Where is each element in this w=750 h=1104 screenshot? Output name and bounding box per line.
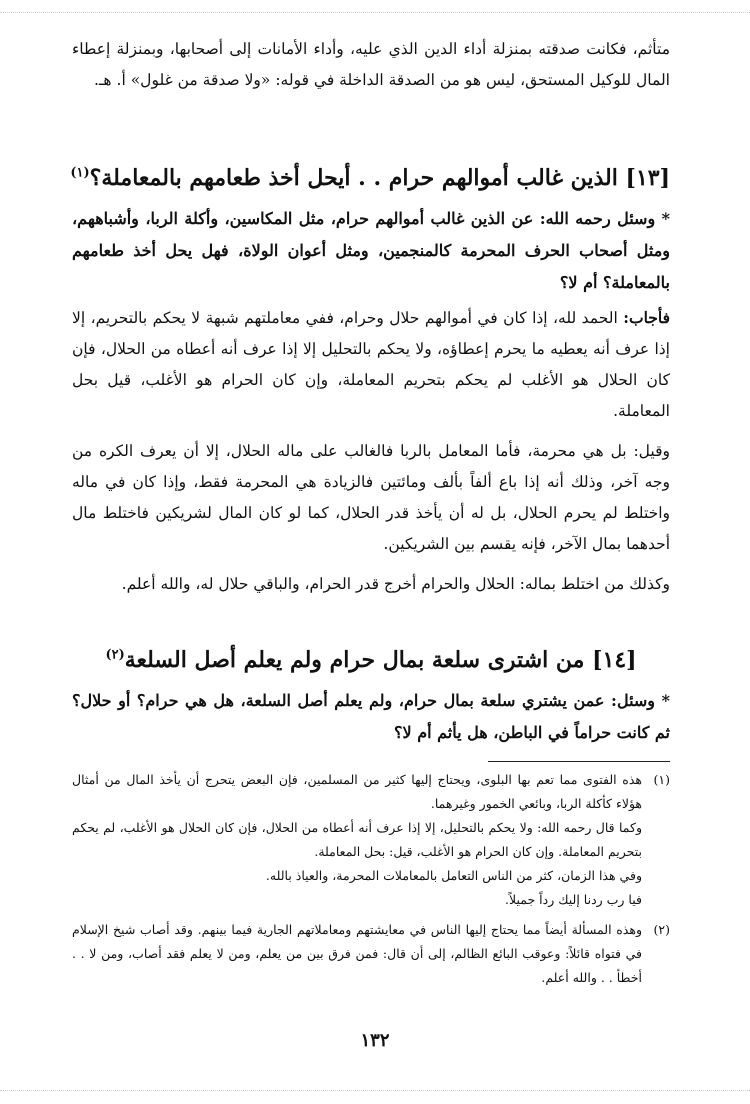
page-number: ١٣٢ xyxy=(360,1030,390,1051)
footnote-2 xyxy=(72,918,670,990)
section-13-paragraph-3: وكذلك من اختلط بماله: الحلال والحرام أخرج قدر الحرام، والباقي حلال له، والله أعلم. xyxy=(121,575,670,593)
section-14-title: [١٤] من اشترى سلعة بمال حرام ولم يعلم أصل السلعة xyxy=(124,647,637,673)
footnote-1-text: هذه الفتوى مما تعم بها البلوى، ويحتاج إليها كثير من المسلمين، فإن البعض يتحرج أن يأخذ المال من أمثال هؤلاء كأكلة الربا، وبائعي الخمور وغيرهما. xyxy=(72,772,642,811)
intro-paragraph: متأثم، فكانت صدقته بمنزلة أداء الدين الذي عليه، وأداء الأمانات إلى أصحابها، وبمنزلة إعطاء المال للوكيل المستحق، ليس هو من الصدقة الداخلة في قوله: «ولا صدقة من غلول» أ. هـ. xyxy=(72,40,670,89)
section-13-heading xyxy=(72,162,670,194)
footnote-1-paragraph-2: وكما قال رحمه الله: ولا يحكم بالتحليل، إلا إذا عرف أنه أعطاه من الحلال، فإن كان الحلال هو الأغلب، لم يحكم بتحريم المعاملة. وإن كان الحرام هو الأغلب، قيل: بحل المعاملة. xyxy=(72,820,642,859)
section-14-heading xyxy=(72,644,670,676)
section-13-title: [١٣] الذين غالب أموالهم حرام . . أيحل أخذ طعامهم بالمعاملة؟ xyxy=(89,165,670,191)
section-14-question: * وسئل: عمن يشتري سلعة بمال حرام، ولم يعلم أصل السلعة، هل هي حرام؟ أو حلال؟ ثم كانت حراماً في الباطن، هل يأثم أم لا؟ xyxy=(72,691,670,742)
footnote-2-marker: (٢) xyxy=(105,647,125,663)
footnote-1-number: (١) xyxy=(653,772,670,787)
footnote-1-marker: (١) xyxy=(70,165,90,181)
section-13-answer xyxy=(72,302,670,427)
footnote-separator xyxy=(488,761,670,762)
answer-text: الحمد لله، إذا كان في أموالهم حلال وحرام، ففي معاملتهم شبهة لا يحكم بالتحريم، إلا إذا عرف أنه يعطيه ما يحرم إعطاؤه، ولا يحكم بالتحليل إلا إذا عرف أنه أعطاه من الحلال، فإن كان الحلال هو الأغلب لم يحكم بتحريم المعاملة، وإن كان الحرام هو الأغلب، قيل بحل المعاملة. xyxy=(72,309,670,420)
footnote-1-paragraph-4: فيا رب ردنا إليك رداً جميلاً. xyxy=(505,892,642,907)
footnotes-area xyxy=(72,768,670,990)
footnote-1-paragraph-3: وفي هذا الزمان، كثر من الناس التعامل بالمعاملات المحرمة، والعياذ بالله. xyxy=(265,868,642,883)
footnote-2-number: (٢) xyxy=(653,922,670,937)
answer-label: فأجاب: xyxy=(623,308,670,327)
footnote-2-text: وهذه المسألة أيضاً مما يحتاج إليها الناس في معايشتهم ومعاملاتهم الجارية فيما بينهم. وقد أصاب شيخ الإسلام في فتواه قائلاً: وعوقب البائع الظالم، إلى أن قال: فمن فرق بين من يعلم، ومن لا يعلم فقد أصاب، ومن لا . . أخطأ . . والله أعلم. xyxy=(72,922,642,985)
section-13-question: * وسئل رحمه الله: عن الذين غالب أموالهم حرام، مثل المكاسين، وأكلة الربا، وأشباههم، ومثل أصحاب الحرف المحرمة كالمنجمين، ومثل أعوان الولاة، فهل يحل أخذ طعامهم بالمعاملة؟ أم لا؟ xyxy=(72,209,670,292)
section-13-paragraph-2: وقيل: بل هي محرمة، فأما المعامل بالربا فالغالب على ماله الحلال، إلا أن يعرف الكره من وجه آخر، وذلك أنه إذا باع ألفاً بألف ومائتين فالزيادة هي المحرمة فقط، وإذا كان في ماله واختلط لم يحرم الحلال، بل له أن يأخذ قدر الحلال، كما لو كان المال لشريكين فاختلط مال أحدهما بمال الآخر، فإنه يقسم بين الشريكين. xyxy=(72,442,670,553)
footnote-1 xyxy=(72,768,670,816)
